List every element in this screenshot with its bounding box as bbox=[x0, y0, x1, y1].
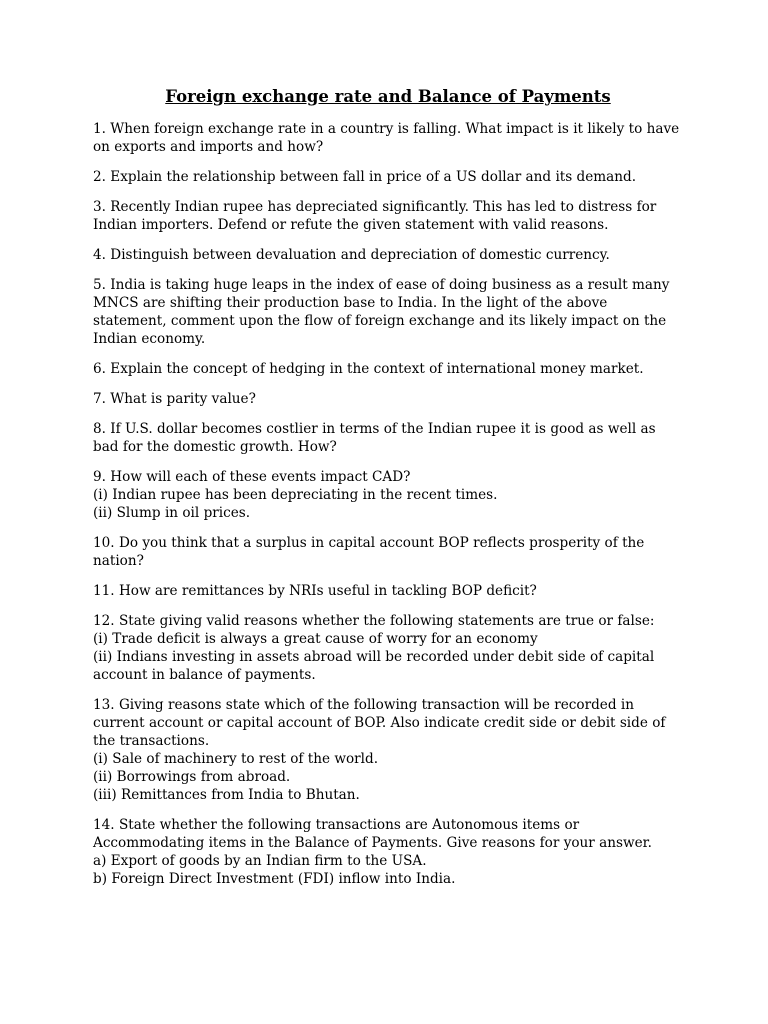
question-subitem: (i) Sale of machinery to rest of the world. bbox=[93, 751, 379, 767]
question-3 bbox=[93, 198, 683, 234]
question-text: 3. Recently Indian rupee has depreciated significantly. This has led to distress for Indian importers. Defend or refute the given statement with valid reasons. bbox=[93, 199, 657, 233]
question-5 bbox=[93, 276, 683, 348]
question-subitem: (i) Trade deficit is always a great cause of worry for an economy bbox=[93, 631, 538, 647]
question-subitem: (ii) Slump in oil prices. bbox=[93, 505, 251, 521]
page-title: Foreign exchange rate and Balance of Payments bbox=[165, 87, 611, 106]
question-text: 6. Explain the concept of hedging in the context of international money market. bbox=[93, 361, 644, 377]
question-text: 13. Giving reasons state which of the following transaction will be recorded in current account or capital account of BOP. Also indicate credit side or debit side of the transactions. bbox=[93, 697, 666, 749]
question-subitem: (ii) Borrowings from abroad. bbox=[93, 769, 291, 785]
question-1 bbox=[93, 120, 683, 156]
question-list bbox=[93, 120, 683, 888]
question-10 bbox=[93, 534, 683, 570]
question-11 bbox=[93, 582, 683, 600]
question-text: 10. Do you think that a surplus in capital account BOP reflects prosperity of the nation? bbox=[93, 535, 645, 569]
question-subitem: b) Foreign Direct Investment (FDI) inflow into India. bbox=[93, 871, 456, 887]
question-text: 7. What is parity value? bbox=[93, 391, 256, 407]
question-subitem: (iii) Remittances from India to Bhutan. bbox=[93, 787, 360, 803]
question-7 bbox=[93, 390, 683, 408]
question-2 bbox=[93, 168, 683, 186]
question-9 bbox=[93, 468, 683, 522]
question-text: 2. Explain the relationship between fall in price of a US dollar and its demand. bbox=[93, 169, 637, 185]
question-subitem: (i) Indian rupee has been depreciating in the recent times. bbox=[93, 487, 498, 503]
question-text: 9. How will each of these events impact CAD? bbox=[93, 469, 411, 485]
question-text: 1. When foreign exchange rate in a country is falling. What impact is it likely to have on exports and imports and how? bbox=[93, 121, 680, 155]
question-8 bbox=[93, 420, 683, 456]
question-text: 14. State whether the following transactions are Autonomous items or Accommodating items in the Balance of Payments. Give reasons for your answer. bbox=[93, 817, 652, 851]
question-6 bbox=[93, 360, 683, 378]
document-page bbox=[93, 86, 683, 900]
question-subitem: a) Export of goods by an Indian firm to the USA. bbox=[93, 853, 427, 869]
question-text: 8. If U.S. dollar becomes costlier in terms of the Indian rupee it is good as well as bad for the domestic growth. How? bbox=[93, 421, 656, 455]
question-text: 12. State giving valid reasons whether the following statements are true or false: bbox=[93, 613, 655, 629]
question-subitem: (ii) Indians investing in assets abroad will be recorded under debit side of capital account in balance of payments. bbox=[93, 649, 655, 683]
question-text: 4. Distinguish between devaluation and depreciation of domestic currency. bbox=[93, 247, 610, 263]
question-13 bbox=[93, 696, 683, 804]
question-14 bbox=[93, 816, 683, 888]
question-12 bbox=[93, 612, 683, 684]
question-4 bbox=[93, 246, 683, 264]
question-text: 11. How are remittances by NRIs useful in tackling BOP deficit? bbox=[93, 583, 537, 599]
question-text: 5. India is taking huge leaps in the index of ease of doing business as a result many MNCS are shifting their production base to India. In the light of the above statement, comment upon the flow of foreign exchange and its likely impact on the Indian economy. bbox=[93, 277, 670, 347]
